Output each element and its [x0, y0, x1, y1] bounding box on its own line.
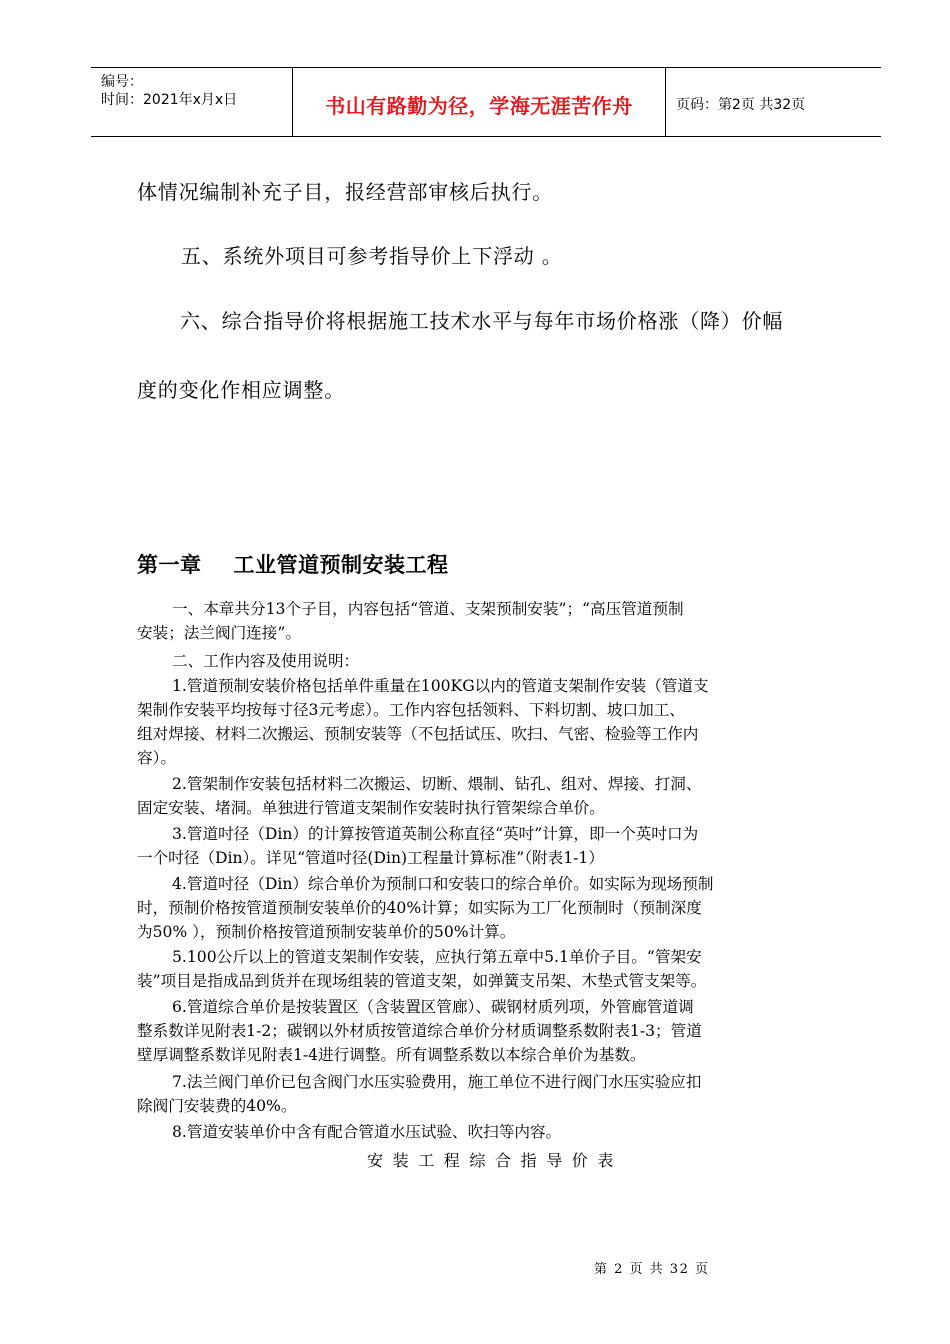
page-footer: 第 2 页 共 32 页: [594, 1262, 710, 1277]
body-line: 为50% ），预制价格按管道预制安装单价的50%计算。: [137, 923, 516, 941]
body-line: 8.管道安装单价中含有配合管道水压试验、吹扫等内容。: [172, 1123, 562, 1141]
header-motto-cell: [293, 68, 666, 136]
body-line: 组对焊接、材料二次搬运、预制安装等（不包括试压、吹扫、气密、检验等工作内: [137, 725, 699, 743]
chapter-heading: [137, 549, 449, 579]
header-motto: 书山有路勤为径，学海无涯苦作舟: [325, 94, 633, 118]
body-line: 整系数详见附表1-2；碳钢以外材质按管道综合单价分材质调整系数附表1-3；管道: [137, 1022, 702, 1040]
body-line: 2.管架制作安装包括材料二次搬运、切断、煨制、钻孔、组对、焊接、打洞、: [172, 775, 702, 793]
body-line: 除阀门安装费的40%。: [137, 1097, 297, 1115]
table-title: 安装工程综合指导价表: [367, 1151, 624, 1170]
body-line: 时，预制价格按管道预制安装单价的40%计算；如实际为工厂化预制时（预制深度: [137, 899, 702, 917]
body-line: 6.管道综合单价是按装置区（含装置区管廊）、碳钢材质列项，外管廊管道调: [172, 998, 694, 1016]
body-line: 固定安装、堵洞。单独进行管道支架制作安装时执行管架综合单价。: [137, 799, 605, 817]
intro-line: 体情况编制补充子目，报经营部审核后执行。: [137, 180, 553, 204]
chapter-number: 第一章: [137, 553, 202, 577]
body-line: 装”项目是指成品到货并在现场组装的管道支架，如弹簧支吊架、木垫式管支架等。: [137, 972, 707, 990]
body-line: 4.管道吋径（Din）综合单价为预制口和安装口的综合单价。如实际为现场预制: [172, 875, 714, 893]
body-line: 一、本章共分13个子目，内容包括“管道、支架预制安装”；“高压管道预制: [172, 600, 684, 618]
intro-line: 度的变化作相应调整。: [137, 378, 345, 402]
body-line: 容）。: [137, 749, 176, 767]
body-line: 二、工作内容及使用说明：: [172, 652, 360, 670]
intro-line: 六、综合指导价将根据施工技术水平与每年市场价格涨（降）价幅: [180, 309, 784, 333]
document-date-label: 时间：2021年x月x日: [101, 92, 238, 108]
body-line: 安装；法兰阀门连接”。: [137, 624, 301, 642]
body-line: 3.管道吋径（Din）的计算按管道英制公称直径“英吋”计算，即一个英吋口为: [172, 825, 699, 843]
body-line: 一个吋径（Din）。详见“管道吋径(Din)工程量计算标准”（附表1-1）: [137, 849, 604, 867]
body-line: 7.法兰阀门单价已包含阀门水压实验费用，施工单位不进行阀门水压实验应扣: [172, 1073, 702, 1091]
body-line: 1.管道预制安装价格包括单件重量在100KG以内的管道支架制作安装（管道支: [172, 677, 709, 695]
header-page-cell: [666, 68, 881, 136]
body-line: 壁厚调整系数详见附表1-4进行调整。所有调整系数以本综合单价为基数。: [137, 1046, 646, 1064]
document-number-label: 编号：: [101, 74, 143, 90]
header-meta-cell: [91, 68, 293, 136]
page-header: [91, 67, 881, 137]
body-line: 架制作安装平均按每寸径3元考虑）。工作内容包括领料、下料切割、坡口加工、: [137, 701, 685, 719]
header-page-label: 页码：第2页 共32页: [676, 97, 806, 113]
body-line: 5.100公斤以上的管道支架制作安装，应执行第五章中5.1单价子目。“管架安: [172, 948, 702, 966]
intro-line: 五、系统外项目可参考指导价上下浮动 。: [181, 244, 563, 268]
chapter-title: 工业管道预制安装工程: [233, 553, 449, 577]
